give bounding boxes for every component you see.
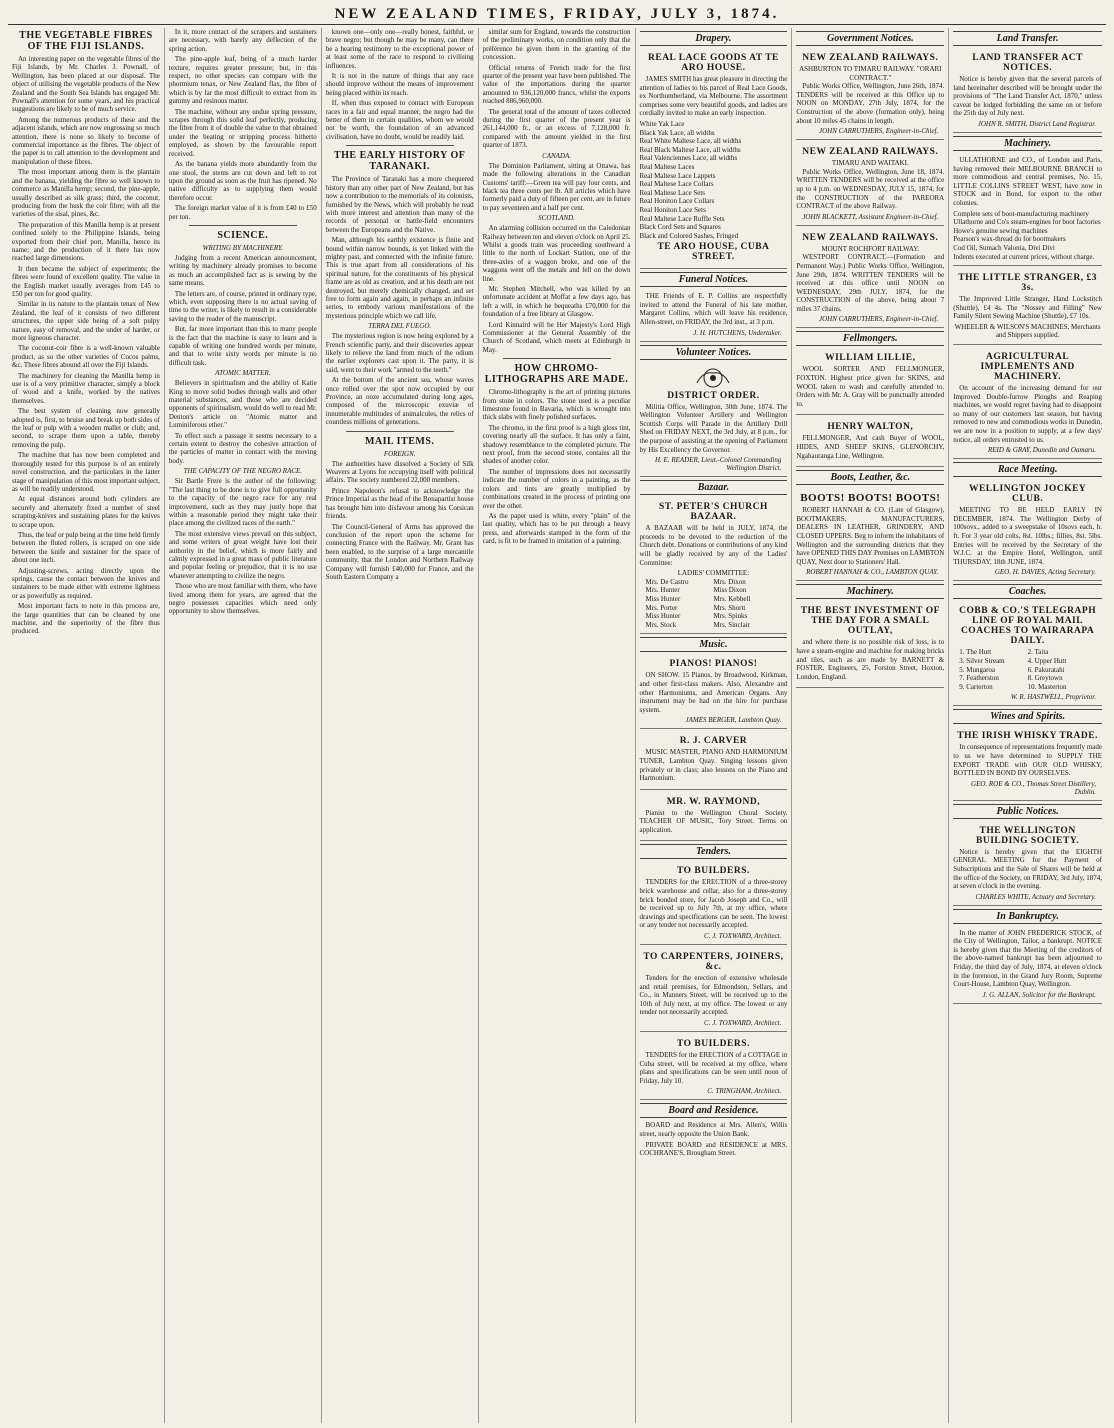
article-title-chromo: HOW CHROMO-LITHOGRAPHS ARE MADE. bbox=[484, 363, 629, 386]
list-item: Real Honiton Lace Sets bbox=[639, 205, 706, 214]
paragraph: The best system of cleaning now generally adopted is, first, to bruise and break up both sides of the leaf or pulp with a wooden mallet or club; and, second, to scrape them upon a table, thereby removing the pulp. bbox=[12, 407, 160, 449]
paragraph: Mr. Stephen Mitchell, who was killed by an unfortunate accident at Moffat a few days ago, has left a will, in which he bequeaths £70,000 for the foundation of a free library at Glasgow. bbox=[482, 284, 631, 319]
section-title-science: SCIENCE. bbox=[217, 229, 269, 241]
list-item: Real Maltese Lace Collars bbox=[639, 180, 714, 189]
ad-boots-sig: ROBERT HANNAH & CO., LAMBTON QUAY. bbox=[806, 568, 939, 577]
list-item: Real Maltese Lace Sets bbox=[639, 188, 706, 197]
list-item: Real Maltese Lace Ruffle Sets bbox=[639, 214, 725, 223]
paragraph: The Dominion Parliament, sitting at Ottawa, has made the following alterations in the Canadian Customs' tariff:—Green tea will pay four cents, and black tea three cents per lb. All articles which have formerly paid a duty of fifteen per cent. are in future to pay seventeen and a half per cent. bbox=[482, 161, 631, 212]
paragraph: known one—only one—really honest, faithful, or brave negro; but though he may be many, can there be a hearing testimony to the exceptional power of at least some of the race to respond to civilising influences. bbox=[325, 28, 474, 70]
divider bbox=[346, 431, 454, 432]
subhead-terra: TERRA DEL FUEGO. bbox=[368, 322, 432, 331]
section-public: Public Notices. bbox=[953, 804, 1102, 819]
section-bankruptcy: In Bankruptcy. bbox=[953, 909, 1102, 924]
section-bazaar: Bazaar. bbox=[640, 480, 788, 495]
ad-ullathorne-body: ULLATHORNE and CO., of London and Paris, having removed their MELBOURNE BRANCH to more commodious and central premises, No. 15, LITTLE COLLINS STREET WEST, have now in STOCK and in Bond, for export to the other colonies. bbox=[953, 155, 1102, 207]
ad-pianos bbox=[640, 655, 788, 729]
list-item: Black Yak Lace, all widths bbox=[639, 128, 715, 137]
committee-member: Miss Hunter bbox=[645, 612, 681, 621]
column-2 bbox=[165, 28, 322, 1423]
article-body-terra bbox=[326, 332, 474, 426]
ad-race-body: MEETING TO BE HELD EARLY IN DECEMBER, 1874. The Wellington Derby of 100sovs., added to a sweepstake of 10sovs each, h. ft. For 3 year old colts, 8st. 10lbs.; fillies, 8st. 5lbs. Entries will be received by the Secretary of the W.J.C. at the Empire Hotel, Wellington, until THURSDAY, 18th JUNE, 1874. bbox=[953, 506, 1102, 566]
ad-bankruptcy-body: In the matter of JOHN FREDERICK STOCK, of the City of Wellington, Tailor, a bankrupt. NOTICE is hereby given that the Meeting of the creditors of the above-named bankrupt has been adjourned to Friday, the third day of July, 1874, at eleven o'clock in the forenoon, in the Grand Jury Room, Supreme Court-House, Lambton Quay, Wellington. bbox=[953, 928, 1102, 989]
committee-member: Mrs. Sinclair bbox=[713, 620, 750, 629]
ad-funeral-sig: J. H. HUTCHENS, Undertaker. bbox=[693, 328, 782, 337]
ad-walton-title: HENRY WALTON, bbox=[827, 422, 914, 433]
paragraph: An interesting paper on the vegetable fibres of the Fiji Islands, by Mr. Charles J. Pownall, of Wellington, has been placed at our disposal. The object of utilising the vegetable products of the New Zealand and the South Sea Islands has engaged Mr. Pownall's attention for some years, and his practical suggestions are likely to be of much service. bbox=[12, 55, 160, 114]
article-body-writing bbox=[169, 254, 317, 367]
article-body-taranaki bbox=[326, 175, 474, 320]
ad-ullathorne bbox=[953, 154, 1102, 266]
ad-board-body: BOARD and Residence at Mrs. Allen's, Willis street, nearly opposite the Union Bank. bbox=[639, 1121, 788, 1138]
subhead-canada: CANADA. bbox=[542, 151, 572, 160]
ad-land-sig: JOHN R. SMITH, District Land Registrar. bbox=[977, 119, 1096, 128]
ad-builders-1-title: TO BUILDERS. bbox=[676, 866, 750, 877]
list-item: Complete sets of boot-manufacturing machinery bbox=[953, 209, 1089, 218]
list-item: Indents executed at current prices, without charge. bbox=[953, 252, 1095, 261]
ad-lace-list bbox=[640, 120, 788, 240]
paragraph: The most extensive views prevail on this subject, and some writers of great weight have lost their authority in the belief, which is more fairly and calmly expressed in a great mass of public literature and popular feeling or prejudice, that it is no use whatever attempting to civilize the negro. bbox=[168, 529, 317, 580]
ad-land-body: Notice is hereby given that the several parcels of land hereinafter described will be brought under the provisions of "The Land Transfer Act, 1870," unless caveat be lodged forbidding the same on or before the 25th day of July next. bbox=[953, 75, 1102, 118]
paragraph: An alarming collision occurred on the Caledonian Railway between ten and eleven o'clock on April 25. Whilst a goods train was proceeding southward a little to the north of Lockart Station, one of the three-axles of a waggon broke, and one of the waggons went off the metals and fell on the down line. bbox=[482, 224, 631, 283]
ad-whisky bbox=[953, 727, 1102, 800]
paragraph: Chromo-lithography is the art of printing pictures from stone in colors. The stone used is a peculiar limestone found in Bavaria, which is wrought into thick slabs with finely polished surfaces. bbox=[482, 388, 631, 422]
list-item: Black and Colored Sashes, Fringed bbox=[639, 231, 739, 240]
paragraph: It then became the subject of experiments; the fibres were found of excellent quality. The value in the English market usually averages from £45 to £50 per ton for good quality. bbox=[12, 264, 160, 298]
ad-district-title: DISTRICT ORDER. bbox=[667, 390, 760, 401]
ad-bazaar-title: ST. PETER'S CHURCH BAZAAR. bbox=[659, 502, 768, 523]
ad-wheeler-sig: WHEELER & WILSON'S MACHINES, Merchants and Shippers supplied. bbox=[954, 322, 1101, 340]
ad-race-sig: GEO. H. DAVIES, Acting Secretary. bbox=[994, 568, 1096, 577]
ad-nzr-3-title: NEW ZEALAND RAILWAYS. bbox=[802, 232, 939, 243]
ad-carver-title: R. J. CARVER bbox=[679, 736, 748, 747]
ad-walton bbox=[796, 418, 944, 467]
ad-committee-list bbox=[640, 578, 788, 630]
ad-coach-title: COBB & CO.'S TELEGRAPH LINE OF ROYAL MAIL COACHES TO WAIRARAPA DAILY. bbox=[959, 606, 1097, 647]
paragraph: It is not in the nature of things that any race should improve without the means of improvement being placed within its reach. bbox=[325, 72, 474, 97]
coach-stop: 7. Featherston bbox=[959, 674, 999, 683]
article-title-fibres: THE VEGETABLE FIBRES OF THE FIJI ISLANDS. bbox=[19, 30, 153, 52]
ad-builders-1 bbox=[640, 862, 788, 945]
committee-member: Mrs. Porter bbox=[645, 603, 678, 612]
ad-lace-body: JAMES SMITH has great pleasure in directing the attention of ladies to his parcel of Real Lace Goods, ex Northumberland, via Melbourne. The assortment comprises some very beautiful goods, and ladies are cordially invited to make an early inspection. bbox=[639, 75, 788, 118]
ad-district-body: Militia Office, Wellington, 30th June, 1874. The Wellington Volunteer Artillery and Wellington Scottish Corps will Parade in the Artillery Drill Shed on FRIDAY NEXT, the 3rd July, at 8 p.m., for the purpose of assisting at the opening of Parliament by His Excellency the Governor. bbox=[639, 402, 788, 454]
ad-agricultural bbox=[953, 348, 1102, 459]
ad-building-sig: CHARLES WHITE, Actuary and Secretary. bbox=[975, 892, 1096, 901]
article-body-canada bbox=[483, 162, 631, 212]
section-drapery: Drapery. bbox=[640, 31, 788, 46]
paragraph: Adjusting-screws, acting directly upon the springs, cause the contact between the knives and sustainers to be made either with extreme lightness or as powerfully as required. bbox=[12, 566, 160, 600]
coach-stop: 2. Taita bbox=[1027, 648, 1049, 657]
section-machinery: Machinery. bbox=[953, 136, 1102, 151]
paragraph: But, far more important than this to many people is the fact that the machine is easy to learn and is capable of writing one hundred words per minute, and that to write sixty words per minute is no difficult task. bbox=[168, 325, 317, 367]
column-5 bbox=[636, 28, 793, 1423]
paragraph: Believers in spiritualism and the ability of Katie King to move solid bodies through walls and other material substances, and those who are decided opponents of spiritualism, would do well to read Mr. Denton's article on "Atomic matter and Luminiferous ether." bbox=[168, 379, 317, 430]
article-body-atomic bbox=[169, 379, 317, 465]
section-board: Board and Residence. bbox=[640, 1103, 788, 1118]
paragraph: similar sum for England, towards the construction of the preliminary works, on condition only that the préférence be given them in the granting of the concession. bbox=[482, 28, 631, 62]
subhead-scotland: SCOTLAND. bbox=[538, 214, 575, 223]
paragraph: The letters are, of course, printed in ordinary type, which, even supposing there is no actual saving of time to the writer, is likely to result in a considerable saving to the reader of the manuscript. bbox=[168, 289, 317, 323]
ad-district bbox=[640, 363, 788, 478]
ad-nzr-2-title: NEW ZEALAND RAILWAYS. bbox=[802, 147, 939, 158]
paragraph: To effect such a passage it seems necessary to a certain extent to destroy the cohesive attraction of the particles of matter in contact with the moving body. bbox=[168, 431, 317, 465]
paragraph: In it, more contact of the scrapers and sustainers are necessary, with barely any deflection of the spring action. bbox=[168, 28, 317, 53]
coach-stop: 8. Greytown bbox=[1027, 674, 1063, 683]
ad-best-investment-title: THE BEST INVESTMENT OF THE DAY FOR A SMALL OUTLAY, bbox=[800, 606, 940, 637]
ad-building-society bbox=[953, 822, 1102, 906]
ad-bankruptcy-sig: J. G. ALLAN, Solicitor for the Bankrupt. bbox=[982, 990, 1096, 999]
paragraph: As the paper used is white, every "plain" of the last quality, which has to be put through a heavy press, and afterwards stamped in the form of the card, is fit to be framed in imitation of a painting. bbox=[482, 511, 631, 546]
ad-lillie bbox=[796, 349, 944, 415]
article-body-foreign-cont bbox=[483, 28, 631, 150]
paragraph: Lord Kinnaird will be Her Majesty's Lord High Commissioner at the General Assembly of the Church of Scotland, which meets at Edinburgh in May. bbox=[482, 320, 631, 354]
paragraph: Among the numerous products of these and the adjacent islands, which are now engrossing so much attention, there is none so likely to become of commercial importance as the fibres. The object of the paper is to call attention to the development and manipulation of these fibres. bbox=[12, 115, 160, 166]
ad-bankruptcy bbox=[953, 927, 1102, 1004]
paragraph: The machinery for cleaning the Manilla hemp in use is of a very primitive character, simply a block of wood and a knife, worked by the natives themselves. bbox=[12, 371, 160, 405]
paragraph: Judging from a recent American announcement, writing by machinery already promises to become as much an accomplished fact as is sewing by the same means. bbox=[168, 253, 317, 288]
committee-member: Mrs. Hunter bbox=[645, 586, 680, 595]
section-machinery-2: Machinery. bbox=[796, 584, 944, 599]
section-wines: Wines and Spirits. bbox=[953, 709, 1102, 724]
section-volunteer: Volunteer Notices. bbox=[640, 345, 788, 360]
paragraph: At equal distances around both cylinders are securely and alternately fixed a number of steel scraping-knives and sustaining plates for the knives to scrape upon. bbox=[12, 495, 160, 529]
ad-race-title: WELLINGTON JOCKEY CLUB. bbox=[968, 484, 1087, 505]
ad-building-title: THE WELLINGTON BUILDING SOCIETY. bbox=[976, 825, 1080, 846]
paragraph: If, when thus exposed to contact with European races in a fair and equal manner, the negro had the better of them in certain qualities, whom we would not be worth, the foundation of an advanced civilisation, have no doubt, would be readily laid. bbox=[325, 99, 474, 141]
ad-lace-sig: TE ARO HOUSE, CUBA STREET. bbox=[657, 242, 770, 263]
divider bbox=[189, 225, 297, 226]
paragraph: Prince Napoleon's refusal to acknowledge the Prince Imperial as the head of the Bonapartist house has brought him into disfavour among his Corsican friends. bbox=[325, 486, 474, 521]
ad-nzr-1-body: Public Works Office, Wellington, June 26th, 1874. TENDERS will be received at this Office up to NOON on MONDAY, 27th July, 1874, for the Construction of the above (formation only), being about 10 miles 45 chains in length. bbox=[796, 82, 945, 125]
committee-member: Mrs. Stock bbox=[645, 620, 677, 629]
paragraph: The chromo, in the first proof is a high gloss tint, covering nearly all the surface. It has only a faint, shadowy resemblance to the completed picture. The next proof, from the second stone, contains all the shades of another color. bbox=[482, 423, 631, 466]
committee-member: Miss Dixon bbox=[713, 586, 747, 595]
paragraph: The Province of Taranaki has a more chequered history than any other part of New Zealand, but has now a contribution to the memorials of its colonists, furnished by the News, which will probably be read with more interest and attention than many of the records of personal or battle-field encounters between the Europeans and the Native. bbox=[325, 175, 474, 234]
ad-carpenters-body: Tenders for the erection of extensive wholesale and retail premises, for Edmondson, Sellars, and Co., in Manners Street, will be received up to the 10th of July next, at my office. The lowest or any tender not necessarily accepted. bbox=[639, 974, 788, 1017]
ad-whisky-sig: GEO. ROE & CO., Thomas Street Distillery, Dublin. bbox=[971, 779, 1096, 796]
paragraph: Most important facts to note in this process are, the large quantities that can be cleaned by one machine, and the superiority of the fibre thus produced. bbox=[12, 602, 160, 636]
committee-member: Miss Hunter bbox=[645, 594, 681, 603]
ad-pianos-title: PIANOS! PIANOS! bbox=[669, 659, 758, 670]
paragraph: The preparation of this Manilla hemp is at present confined solely to the Philippine Islands, being exported from their chief port, Manilla, hence its name; and the production of it there has now reached large dimensions. bbox=[12, 220, 160, 263]
section-tenders: Tenders. bbox=[640, 844, 788, 859]
ad-builders-1-body: TENDERS for the ERECTION of a three-storey brick warehouse and cellar, also for a three-storey brick bonded store, for Jacob Joseph and Co., will be received up to July 7th, at my office, where drawings and specifications can be seen. The lowest or any tender not necessarily accepted. bbox=[639, 878, 788, 930]
coach-stop: 4. Upper Hutt bbox=[1027, 656, 1067, 665]
ad-carpenters-title: TO CARPENTERS, JOINERS, &c. bbox=[643, 952, 784, 973]
subhead-atomic: ATOMIC MATTER. bbox=[215, 369, 271, 378]
ad-boots-body: ROBERT HANNAH & CO. (Late of Glasgow), BOOTMAKERS, MANUFACTURERS, DEALERS IN LEATHER, GRINDERY, AND CLOSED UPPERS. Beg to inform the inhabitants of Wellington and the surrounding districts that they have OPENED THIS DAY Premises on LAMBTON QUAY, Next door to Stationers' Hall. bbox=[796, 506, 945, 566]
section-race: Race Meeting. bbox=[953, 462, 1102, 477]
ad-nzr-3-sub: MOUNT ROCHFORT RAILWAY. bbox=[821, 244, 920, 253]
paragraph: The mysterious region is now being explored by a French scientific party, and their discoveries appear likely to relieve the land from much of the odium the earlier explorers cast upon it. The party, it is said, went to their work "armed to the teeth." bbox=[325, 332, 474, 374]
ad-whisky-body: In consequence of representations frequently made to us we have determined to SUPPLY THE EXPORT TRADE with OUR OLD WHISKY, BOTTLED IN BOND BY OURSELVES. bbox=[953, 743, 1102, 778]
column-3 bbox=[322, 28, 479, 1423]
ad-nzr-1 bbox=[796, 49, 944, 140]
paragraph: The number of impressions does not necessarily indicate the number of colors in a painting, as the colors and tints are greatly multiplied by combinations created in the process of printing one over the other. bbox=[482, 467, 631, 510]
paragraph: The pine-apple leaf, being of a much harder texture, requires greater pressure; but, in this respect, no other species can compare with the phormium tenax, or New Zealand flax, the fibre of which is by far the most difficult to extract from its gummy and resinous matter. bbox=[168, 55, 317, 106]
list-item: Real Maltese Lace Lappets bbox=[639, 171, 716, 180]
section-music: Music. bbox=[640, 637, 788, 652]
divider bbox=[346, 145, 454, 146]
paragraph: As the banana yields more abundantly from the one stool, the stems are cut down and left to rot upon the ground as soon as the fruit has ripened. No native difficulty as to supplying them would therefore occur. bbox=[168, 160, 317, 202]
subhead-negro: THE CAPACITY OF THE NEGRO RACE. bbox=[183, 467, 303, 476]
ad-carpenters-sig: C. J. TOXWARD, Architect. bbox=[704, 1019, 782, 1027]
paragraph: The machine that has now been completed and thoroughly tested for this purpose is of an entirely novel construction, and the particulars in the latter stage of manipulation of this most important subject, as will be readily understood. bbox=[12, 451, 160, 493]
list-item: Howe's genuine sewing machines bbox=[953, 226, 1048, 235]
ad-carpenters bbox=[640, 948, 788, 1032]
ad-building-body: Notice is hereby given that the EIGHTH GENERAL MEETING for the Payment of Subscriptions and the Sale of Shares will be held at the office of the Society, on FRIDAY, 3rd July, 1874, at seven o'clock in the evening. bbox=[953, 847, 1102, 891]
ad-nzr-2-sub: TIMARU AND WAITAKI. bbox=[831, 159, 909, 168]
paragraph: The authorities have dissolved a Society of Silk Weavers at Lyons for occupying itself with political affairs. The society numbered 22,000 members. bbox=[325, 459, 474, 485]
ad-agri-sig: REID & GRAY, Dunedin and Oamaru. bbox=[987, 446, 1096, 455]
section-government: Government Notices. bbox=[796, 31, 944, 46]
ad-pianos-body: ON SHOW. 15 Pianos, by Broadwood, Kirkman, and other first-class makers. Also, Alexandre and other Harmoniums, and American Organs. Any instrument may be had on the hire for purchase system. bbox=[639, 671, 788, 714]
list-item: Real Valenciennes Lace, all widths bbox=[639, 154, 738, 163]
paragraph: The machine, without any undue spring pressure, scrapes through this solid leaf perfectly, producing the fibre from it of double the value to that obtained under the beating or stripping process hitherto employed, as shown by the favourable report received. bbox=[168, 107, 317, 158]
column-6 bbox=[792, 28, 949, 1423]
subhead-foreign: FOREIGN. bbox=[383, 449, 416, 458]
ad-raymond bbox=[640, 793, 788, 842]
ad-best-investment-body: and where there is no possible risk of loss, is to have a steam-engine and machine for making bricks and tiles, such as are made by BARNETT & FOSTER, Engineers, 25, Forston Street, Hoxton, London, England. bbox=[796, 638, 945, 681]
ad-land-transfer bbox=[953, 49, 1102, 133]
article-body-scotland bbox=[483, 224, 631, 354]
list-item: Real Black Maltese Lace, all widths bbox=[639, 145, 741, 154]
list-item: Pearson's wax-thread do for bootmakers bbox=[953, 235, 1066, 244]
paragraph: The most important among them is the plantain and the banana, yielding the fibre so well known to commerce as Manilla hemp; second, the pine-apple, usually described as silk grass; third, the coconut, producing from the husk the coir fibre; with all the varieties of the sisal, pines, &c. bbox=[12, 168, 160, 219]
coach-stop: 9. Carterton bbox=[959, 682, 993, 691]
ad-agri-title: AGRICULTURAL IMPLEMENTS AND MACHINERY. bbox=[980, 352, 1075, 383]
ad-lillie-title: WILLIAM LILLIE, bbox=[825, 353, 916, 364]
ad-coach-stops bbox=[953, 648, 1102, 691]
ad-boots bbox=[796, 488, 944, 581]
section-coaches: Coaches. bbox=[953, 584, 1102, 599]
columns bbox=[8, 28, 1106, 1423]
subhead-writing: WRITING BY MACHINERY. bbox=[202, 243, 283, 252]
section-boots: Boots, Leather, &c. bbox=[796, 470, 944, 485]
ad-whisky-title: THE IRISH WHISKY TRADE. bbox=[957, 731, 1098, 742]
divider bbox=[503, 358, 611, 359]
committee-member: Mrs. Shortt bbox=[713, 603, 746, 612]
list-item: Cod Oil, Sumach Valonia, Divi Divi bbox=[953, 243, 1055, 252]
article-body-negro bbox=[169, 477, 317, 616]
ad-boots-title: BOOTS! BOOTS! BOOTS! bbox=[800, 492, 941, 505]
ad-builders-2 bbox=[640, 1035, 788, 1100]
ad-coach-sig: W. R. HASTWELL, Proprietor. bbox=[1010, 693, 1096, 702]
ad-nzr-1-title: NEW ZEALAND RAILWAYS. bbox=[802, 53, 939, 63]
article-body-negro-cont bbox=[326, 28, 474, 141]
ad-stranger-title: THE LITTLE STRANGER, £3 3s. bbox=[958, 273, 1097, 294]
ad-raymond-body: Pianist to the Wellington Choral Society. TEACHER OF MUSIC, Tory Street. Terms on application. bbox=[639, 808, 788, 834]
ad-cobb bbox=[953, 602, 1102, 706]
article-body-chromo bbox=[483, 388, 631, 545]
committee-member: Mrs. Kebbell bbox=[713, 594, 751, 603]
article-body-fibres bbox=[12, 55, 160, 636]
ad-ullathorne-list bbox=[953, 210, 1102, 262]
list-item: Real Maltese Laces bbox=[639, 162, 695, 171]
paragraph: Official returns of French trade for the first quarter of the present year have been published. The value of the importations during the quarter amounted to 936,120,000 francs, whilst the exports reached 886,960,000. bbox=[482, 63, 631, 106]
paragraph: Sir Bartle Frere is the author of the following: "The last thing to be done is to give full opportunity to the capacity of the negro race for any real improvement, such as they may justly hope that within a reasonable period they might take their place among the civilized races of the earth." bbox=[168, 477, 317, 528]
ad-nzr-3-sig: JOHN CARRUTHERS, Engineer-in-Chief. bbox=[819, 315, 939, 324]
ad-agri-body: On account of the increasing demand for our Improved Double-furrow Ploughs and Reaping machines, we would regret having had to disappoint so many of our customers last season, but having removed to new and commodious works in Dunedin, we are now in a position to supply, at a few days' notice, all orders entrusted to us. bbox=[953, 384, 1102, 444]
article-body-fibres-cont bbox=[169, 28, 317, 221]
paragraph: The coconut-coir fibre is a well-known valuable product, as so the other varieties of Cocos palms, &c. These fibres abound all over the Fiji Islands. bbox=[12, 344, 160, 370]
section-land-transfer: Land Transfer. bbox=[953, 31, 1102, 46]
ad-lace-title: REAL LACE GOODS AT TE ARO HOUSE. bbox=[648, 53, 779, 73]
committee-member: Mrs. De Castro bbox=[645, 577, 689, 586]
list-item: Real White Maltese Lace, all widths bbox=[639, 137, 742, 146]
ad-nzr-2 bbox=[796, 143, 944, 226]
ad-funeral bbox=[640, 290, 788, 341]
ad-little-stranger bbox=[953, 269, 1102, 345]
masthead: NEW ZEALAND TIMES, FRIDAY, JULY 3, 1874. bbox=[8, 4, 1106, 25]
ad-carver bbox=[640, 732, 788, 789]
column-4 bbox=[479, 28, 636, 1423]
coach-stop: 1. The Hutt bbox=[959, 648, 992, 657]
ad-builders-1-sig: C. J. TOXWARD, Architect. bbox=[704, 932, 782, 941]
ad-lillie-body: WOOL SORTER AND FELLMONGER, FOXTON. Highest price given for SKINS, and WOOL taken to wash and carefully attended to. Orders with Mr. A. Gray will be punctually attended to. bbox=[796, 365, 945, 408]
ad-land-title: LAND TRANSFER ACT NOTICES. bbox=[972, 53, 1083, 73]
ad-nzr-1-sub: ASHBURTON TO TIMARU RAILWAY. "ORARI CONTRACT." bbox=[799, 65, 942, 82]
section-title-mail: MAIL ITEMS. bbox=[364, 435, 435, 447]
paragraph: The foreign market value of it is from £40 to £50 per ton. bbox=[168, 204, 317, 221]
section-funeral: Funeral Notices. bbox=[640, 272, 788, 287]
ad-walton-body: FELLMONGER, And cash Buyer of WOOL, HIDES, AND SHEEP SKINS, GLENORCHY, Ngahauranga Line, Wellington. bbox=[796, 434, 945, 460]
ad-builders-2-title: TO BUILDERS. bbox=[676, 1039, 750, 1049]
ad-builders-2-sig: C. TRINGHAM, Architect. bbox=[707, 1087, 782, 1096]
ad-bazaar-body: A BAZAAR will be held in JULY, 1874, the proceeds to be devoted to the reduction of the Church debt. Donations or contributions of any kind will be gladly received by any of the Ladies' Committee: bbox=[639, 524, 788, 567]
ad-best-investment bbox=[796, 602, 944, 688]
ad-bazaar bbox=[640, 498, 788, 634]
paragraph: The general total of the amount of taxes collected during the first quarter of the present year is 261,144,000 fr., or an excess of 7,128,000 fr. compared with the amount yielded in the first quarter of 1873. bbox=[482, 107, 631, 150]
paragraph: At the bottom of the ancient sea, whose waves once rolled over the spot now occupied by our Province, an ooze accumulated during long ages, composed of the microscopic exuviæ of innumerable multitudes of animalcules, the relics of countless millions of generations. bbox=[325, 376, 474, 427]
ad-nzr-2-sig: JOHN BLACKETT, Assistant Engineer-in-Chief. bbox=[802, 212, 939, 221]
crest-icon bbox=[693, 367, 733, 389]
article-body-foreign bbox=[326, 460, 474, 582]
ad-carver-body: MUSIC MASTER, PIANO AND HARMONIUM TUNER, Lambton Quay. Singing lessons given privately or in class; also lessons on the Piano and Harmonium. bbox=[639, 748, 788, 783]
column-1 bbox=[8, 28, 165, 1423]
section-fellmongers: Fellmongers. bbox=[796, 331, 944, 346]
paragraph: Similar in its nature to the plantain tenax of New Zealand, the leaf of it consists of two different structures, the upper side being of a soft pulpy nature, easy of removal, and the under of harder, or more ligneous character. bbox=[12, 300, 160, 342]
ad-private-body: PRIVATE BOARD and RESIDENCE at MRS. COCHRANE'S, Brougham Street. bbox=[639, 1140, 788, 1158]
coach-stop: 3. Silver Stream bbox=[959, 656, 1005, 665]
ad-district-sig: H. E. READER, Lieut.-Colonel Commanding Wellington District. bbox=[654, 456, 782, 473]
committee-member: Mrs. Dixon bbox=[713, 577, 746, 586]
paragraph: Man, although his earthly existence is finite and bound within narrow bounds, is yet linked with the mighty past, and connected with the infinite future. This is true apart from all considerations of his spiritual nature, for the constituents of his physical frame are as old as creation, and at his death are not destroyed, but merely chemically changed, and set free to form again and again, in perhaps an infinite series, to embody various manifestations of the mysterious principle which we call life. bbox=[325, 236, 474, 320]
paragraph: Those who are most familiar with them, who have lived among them for years, are agreed that the negro possesses capacities which need only opportunity to show themselves. bbox=[168, 582, 317, 616]
coach-stop: 10. Masterton bbox=[1027, 682, 1067, 691]
ad-nzr-2-body: Public Works Office, Wellington, June 18, 1874. WRITTEN TENDERS will be received at the office up to 4 p.m. on WEDNESDAY, JULY 15, 1874, for the CONSTRUCTION of the PAREORA CONTRACT of the above Railway. bbox=[796, 167, 945, 211]
list-item: Real Honiton Lace Collars bbox=[639, 197, 715, 206]
paragraph: Thus, the leaf or pulp being at the time held firmly between the fluted rollers, is scraped on one side between the knife and sustainer for the space of about one inch. bbox=[12, 530, 160, 565]
ad-committee-head: LADIES' COMMITTEE: bbox=[677, 569, 750, 578]
ad-stranger-body: The Improved Little Stranger, Hand Lockstitch (Shuttle), £4 4s. The "Nossey and Filling" New Family Silent Sewing Machine (Shuttle), £7 10s. bbox=[953, 295, 1102, 321]
ad-raymond-title: MR. W. RAYMOND, bbox=[666, 796, 761, 807]
column-7 bbox=[949, 28, 1106, 1423]
paragraph: The Council-General of Arms has approved the conclusion of the report upon the scheme for connecting France with the Railway. Mr. Grant has been enabled, to the surprise of a large mercantile community, that the London and Northern Railway Company will furnish £40,000 for France, and the South Eastern Company a bbox=[325, 522, 474, 581]
ad-funeral-body: THE Friends of E. P. Collins are respectfully invited to attend the Funeral of his late mother, Margaret Collins, which will leave his residence, Allen-street, on FRIDAY, the 3rd inst., at 3 p.m. bbox=[639, 292, 788, 327]
article-title-taranaki: THE EARLY HISTORY OF TARANAKI. bbox=[333, 150, 466, 173]
coach-stop: 5. Mungaroa bbox=[959, 665, 996, 674]
list-item: Black Cord Sets and Squares bbox=[639, 223, 721, 232]
ad-builders-2-body: TENDERS for the ERECTION of a COTTAGE in Cuba street, will be received at my office, where plans and specifications can be seen until noon of Friday, July 10. bbox=[639, 1051, 788, 1085]
coach-stop: 6. Pakuratahi bbox=[1027, 665, 1065, 674]
ad-jockey-club bbox=[953, 480, 1102, 581]
list-item: White Yak Lace bbox=[639, 119, 685, 128]
list-item: Ullathorne and Co's steam-engines for boot factories bbox=[953, 218, 1101, 227]
committee-member: Mrs. Spinks bbox=[713, 612, 748, 621]
ad-lace bbox=[640, 49, 788, 269]
ad-nzr-3 bbox=[796, 229, 944, 329]
ad-pianos-sig: JAMES BERGER, Lambton Quay. bbox=[685, 716, 782, 725]
ad-nzr-1-sig: JOHN CARRUTHERS, Engineer-in-Chief. bbox=[819, 127, 939, 136]
ad-nzr-3-body: WESTPORT CONTRACT.—(Formation and Permanent Way.) Public Works Office, Wellington, June 29th, 1874. WRITTEN TENDERS will be received at this office until NOON on WEDNESDAY, 29th JULY, 1874, for the CONSTRUCTION of the above, being about 7 miles 37 chains. bbox=[796, 253, 945, 313]
